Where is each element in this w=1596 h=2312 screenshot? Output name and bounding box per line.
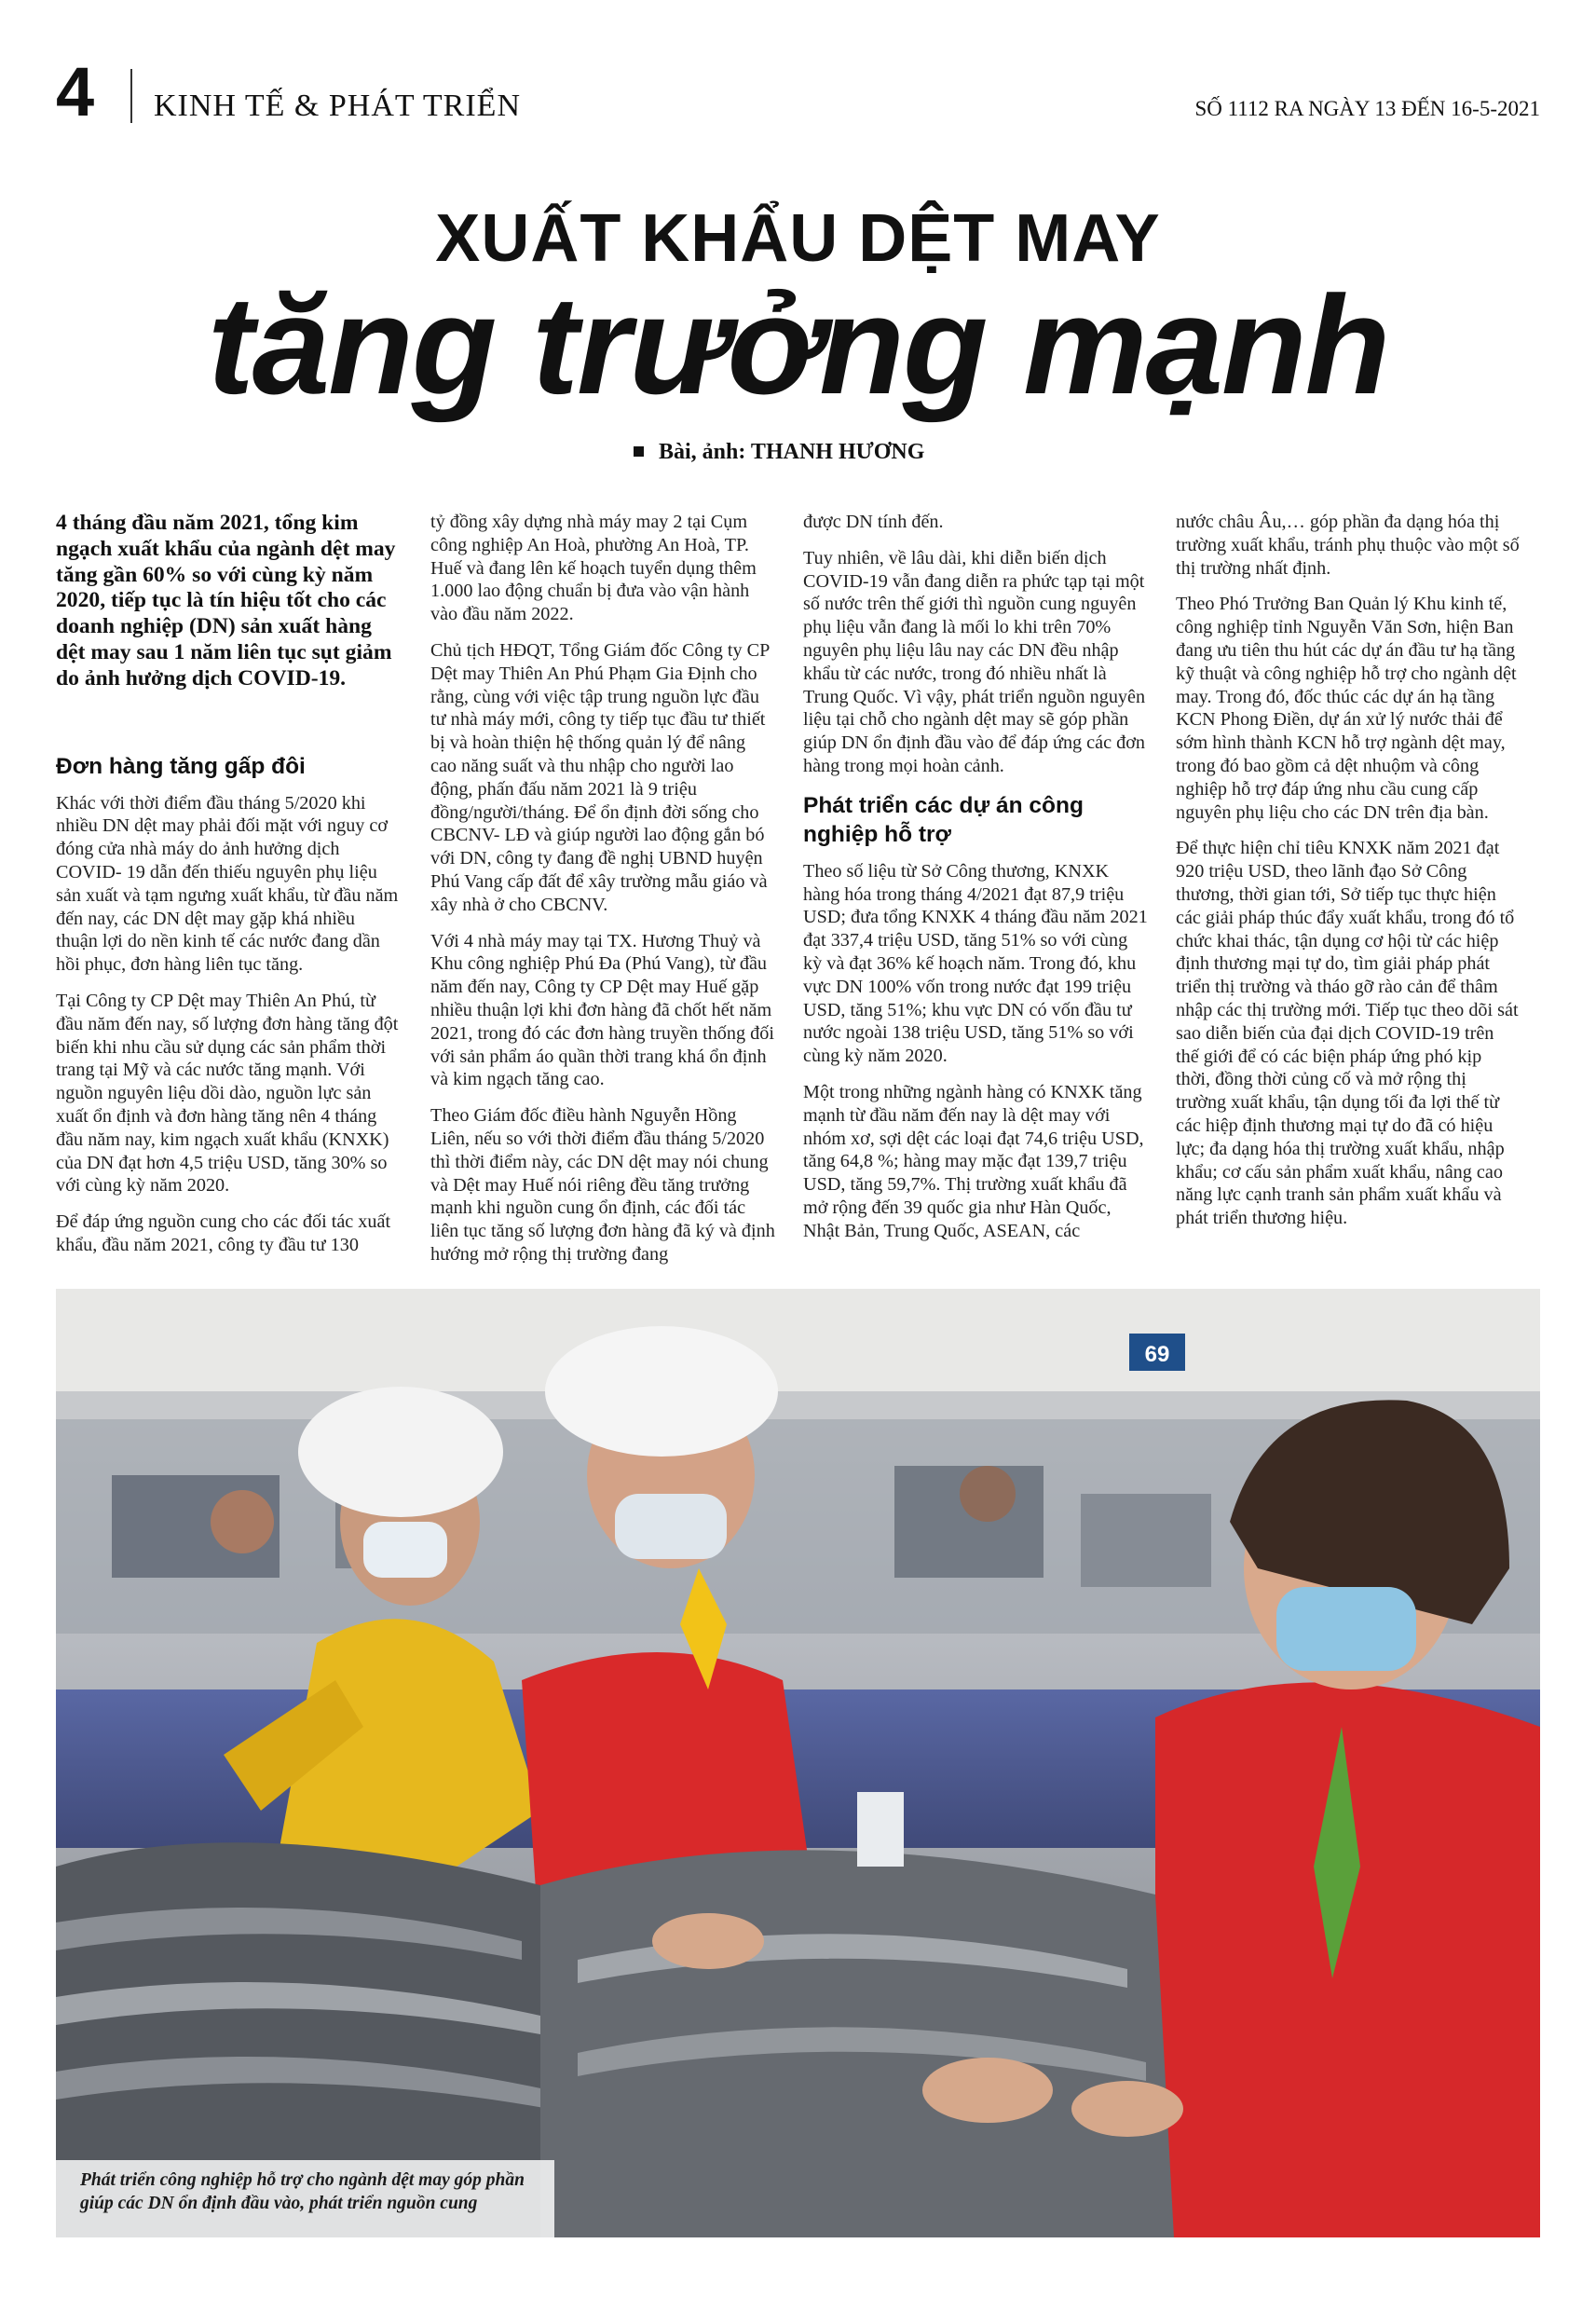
subhead-support-industry: Phát triển các dự án công nghiệp hỗ trợ bbox=[803, 792, 1084, 847]
header-divider bbox=[130, 69, 132, 123]
paragraph: Theo Phó Trưởng Ban Quản lý Khu kinh tế, công nghiệp tỉnh Nguyễn Văn Sơn, hiện Ban đang ưu tiên thu hút các dự án đầu tư hạ tầng kỹ thuật và công nghiệp hỗ trợ cho ngành dệt may. Trong đó, đốc thúc các dự án hạ tầng KCN Phong Điền, dự án xử lý nước thải để sớm hình thành KCN hỗ trợ ngành dệt may, trong đó bao gồm cả dệt nhuộm và công nghiệp hỗ trợ đáp ứng nhu cầu cung cấp nguyên phụ liệu cho các DN trên địa bàn. bbox=[1176, 594, 1517, 823]
article-column-3 bbox=[803, 511, 1148, 1256]
paragraph: Một trong những ngành hàng có KNXK tăng mạnh từ đầu năm đến nay là dệt may với nhóm xơ, sợi dệt các loại đạt 74,6 triệu USD, tăng 64,8 %; hàng may mặc đạt 139,7 triệu USD, tăng 59,7%. Thị trường xuất khẩu đã mở rộng đến 39 quốc gia như Hàn Quốc, Nhật Bản, Trung Quốc, ASEAN, các bbox=[803, 1081, 1144, 1241]
photo-caption: Phát triển công nghiệp hỗ trợ cho ngành dệt may góp phần giúp các DN ổn định đầu vào, phát triển nguồn cung bbox=[80, 2170, 525, 2213]
byline-text: Bài, ảnh: THANH HƯƠNG bbox=[659, 440, 925, 464]
paragraph: Tại Công ty CP Dệt may Thiên An Phú, từ đầu năm đến nay, số lượng đơn hàng tăng đột biến khi nhu cầu sử dụng các sản phẩm thời trang tại Mỹ và các nước tăng mạnh. Với nguồn nguyên liệu dồi dào, nguồn lực sản xuất ổn định và đơn hàng tăng nên 4 tháng đầu năm nay, kim ngạch xuất khẩu (KNXK) của DN đạt hơn 4,5 triệu USD, tăng 30% so với cùng kỳ năm 2020. bbox=[56, 990, 399, 1197]
paragraph: Để thực hiện chỉ tiêu KNXK năm 2021 đạt 920 triệu USD, theo lãnh đạo Sở Công thương, thời gian tới, Sở tiếp tục thực hiện các giải pháp thúc đẩy xuất khẩu, trong đó tổ chức khai thác, tận dụng cơ hội từ các hiệp định thương mại tự do, tìm giải pháp phát triển thị trường và tháo gỡ rào cản để thâm nhập các thị trường mới. Tiếp tục theo dõi sát sao diễn biến của đại dịch COVID-19 trên thế giới để có các biện pháp ứng phó kịp thời, đồng thời củng cố và mở rộng thị trường xuất khẩu, tận dụng tối đa lợi thế từ các hiệp định thương mại tự do đã có hiệu lực; đa dạng hóa thị trường xuất khẩu, nhập khẩu; cơ cấu sản phẩm xuất khẩu, nâng cao năng lực cạnh tranh sản phẩm xuất khẩu và phát triển thương hiệu. bbox=[1176, 838, 1519, 1229]
byline bbox=[634, 440, 924, 465]
article-column-1 bbox=[56, 511, 401, 1270]
paragraph: Để đáp ứng nguồn cung cho các đối tác xuất khẩu, đầu năm 2021, công ty đầu tư 130 bbox=[56, 1211, 391, 1255]
paragraph: tỷ đồng xây dựng nhà máy may 2 tại Cụm công nghiệp An Hoà, phường An Hoà, TP. Huế và đang lên kế hoạch tuyển dụng thêm 1.000 lao động chuẩn bị đưa vào vận hành vào đầu năm 2022. bbox=[430, 512, 757, 625]
byline-square-icon bbox=[634, 446, 644, 457]
section-name: KINH TẾ & PHÁT TRIỂN bbox=[154, 89, 521, 123]
page-number: 4 bbox=[56, 53, 95, 130]
article-column-2 bbox=[430, 511, 775, 1279]
issue-line: SỐ 1112 RA NGÀY 13 ĐẾN 16-5-2021 bbox=[1194, 97, 1540, 120]
factory-workers-photo bbox=[56, 1289, 1540, 2237]
station-sign-number: 69 bbox=[1144, 1342, 1170, 1367]
paragraph: được DN tính đến. bbox=[803, 512, 944, 532]
headline-main: tăng trưởng mạnh bbox=[207, 267, 1389, 423]
paragraph: Với 4 nhà máy may tại TX. Hương Thuỷ và Khu công nghiệp Phú Đa (Phú Vang), từ đầu năm đến nay, Công ty CP Dệt may Huế gặp nhiều thuận lợi khi đơn hàng đã chốt hết năm 2021, trong đó các đơn hàng truyền thống đối với sản phẩm áo quần thời trang khá ổn định và kim ngạch tăng cao. bbox=[430, 930, 774, 1090]
paragraph: Theo số liệu từ Sở Công thương, KNXK hàng hóa trong tháng 4/2021 đạt 87,9 triệu USD; đưa tổng KNXK 4 tháng đầu năm 2021 đạt 337,4 triệu USD, tăng 51% so với cùng kỳ và đạt 36% kế hoạch năm. Trong đó, khu vực DN 100% vốn trong nước đạt 199 triệu USD, tăng 51%; khu vực DN có vốn đầu tư nước ngoài 138 triệu USD, tăng 51% so với cùng kỳ năm 2020. bbox=[803, 860, 1148, 1067]
lead-paragraph: 4 tháng đầu năm 2021, tổng kim ngạch xuất khẩu của ngành dệt may tăng gần 60% so với cùng kỳ năm 2020, tiếp tục là tín hiệu tốt cho các doanh nghiệp (DN) sản xuất hàng dệt may sau 1 năm liên tục sụt giảm do ảnh hưởng dịch COVID-19. bbox=[56, 511, 396, 691]
paragraph: nước châu Âu,… góp phần đa dạng hóa thị trường xuất khẩu, tránh phụ thuộc vào một số thị trường nhất định. bbox=[1176, 512, 1520, 579]
paragraph: Chủ tịch HĐQT, Tổng Giám đốc Công ty CP Dệt may Thiên An Phú Phạm Gia Định cho rằng, cùng với việc tập trung nguồn lực đầu tư nhà máy mới, công ty tiếp tục đầu tư thiết bị và hoàn thiện hệ thống quản lý để nâng cao năng suất và thu nhập cho người lao động, phấn đấu năm 2021 là 9 triệu đồng/người/tháng. Để ổn định đời sống cho CBCNV- LĐ và giúp người lao động gắn bó với DN, công ty đang đề nghị UBND huyện Phú Vang cấp đất để xây trường mẫu giáo và xây nhà ở cho CBCNV. bbox=[430, 639, 770, 915]
paragraph: Tuy nhiên, về lâu dài, khi diễn biến dịch COVID-19 vẫn đang diễn ra phức tạp tại một số nước trên thế giới thì nguồn cung nguyên phụ liệu vẫn đang là mối lo khi trên 70% nguyên phụ liệu lâu nay các DN đều nhập khẩu từ các nước, trong đó nhiều nhất là Trung Quốc. Vì vậy, phát triển nguồn nguyên liệu tại chỗ cho ngành dệt may sẽ góp phần giúp DN ổn định đầu vào để đáp ứng các đơn hàng trong mọi hoàn cảnh. bbox=[803, 547, 1146, 776]
article-column-4 bbox=[1176, 511, 1521, 1243]
paragraph: Theo Giám đốc điều hành Nguyễn Hồng Liên, nếu so với thời điểm đầu tháng 5/2020 thì thời điểm này, các DN dệt may nói chung và Dệt may Huế nói riêng đều tăng trưởng mạnh khi nguồn cung ổn định, các đối tác liên tục tăng số lượng đơn hàng đã ký và định hướng mở rộng thị trường đang bbox=[430, 1105, 775, 1265]
subhead-orders-double: Đơn hàng tăng gấp đôi bbox=[56, 753, 306, 779]
paragraph: Khác với thời điểm đầu tháng 5/2020 khi nhiều DN dệt may phải đối mặt với nguy cơ đóng cửa nhà máy do ảnh hưởng dịch COVID- 19 dẫn đến thiếu nguyên phụ liệu sản xuất và tạm ngưng xuất khẩu, từ đầu năm đến nay, các DN dệt may gặp khá nhiều thuận lợi do nền kinh tế các nước đang dần hồi phục, đơn hàng liên tục tăng. bbox=[56, 792, 399, 976]
headline-kicker: XUẤT KHẨU DỆT MAY bbox=[435, 201, 1161, 276]
